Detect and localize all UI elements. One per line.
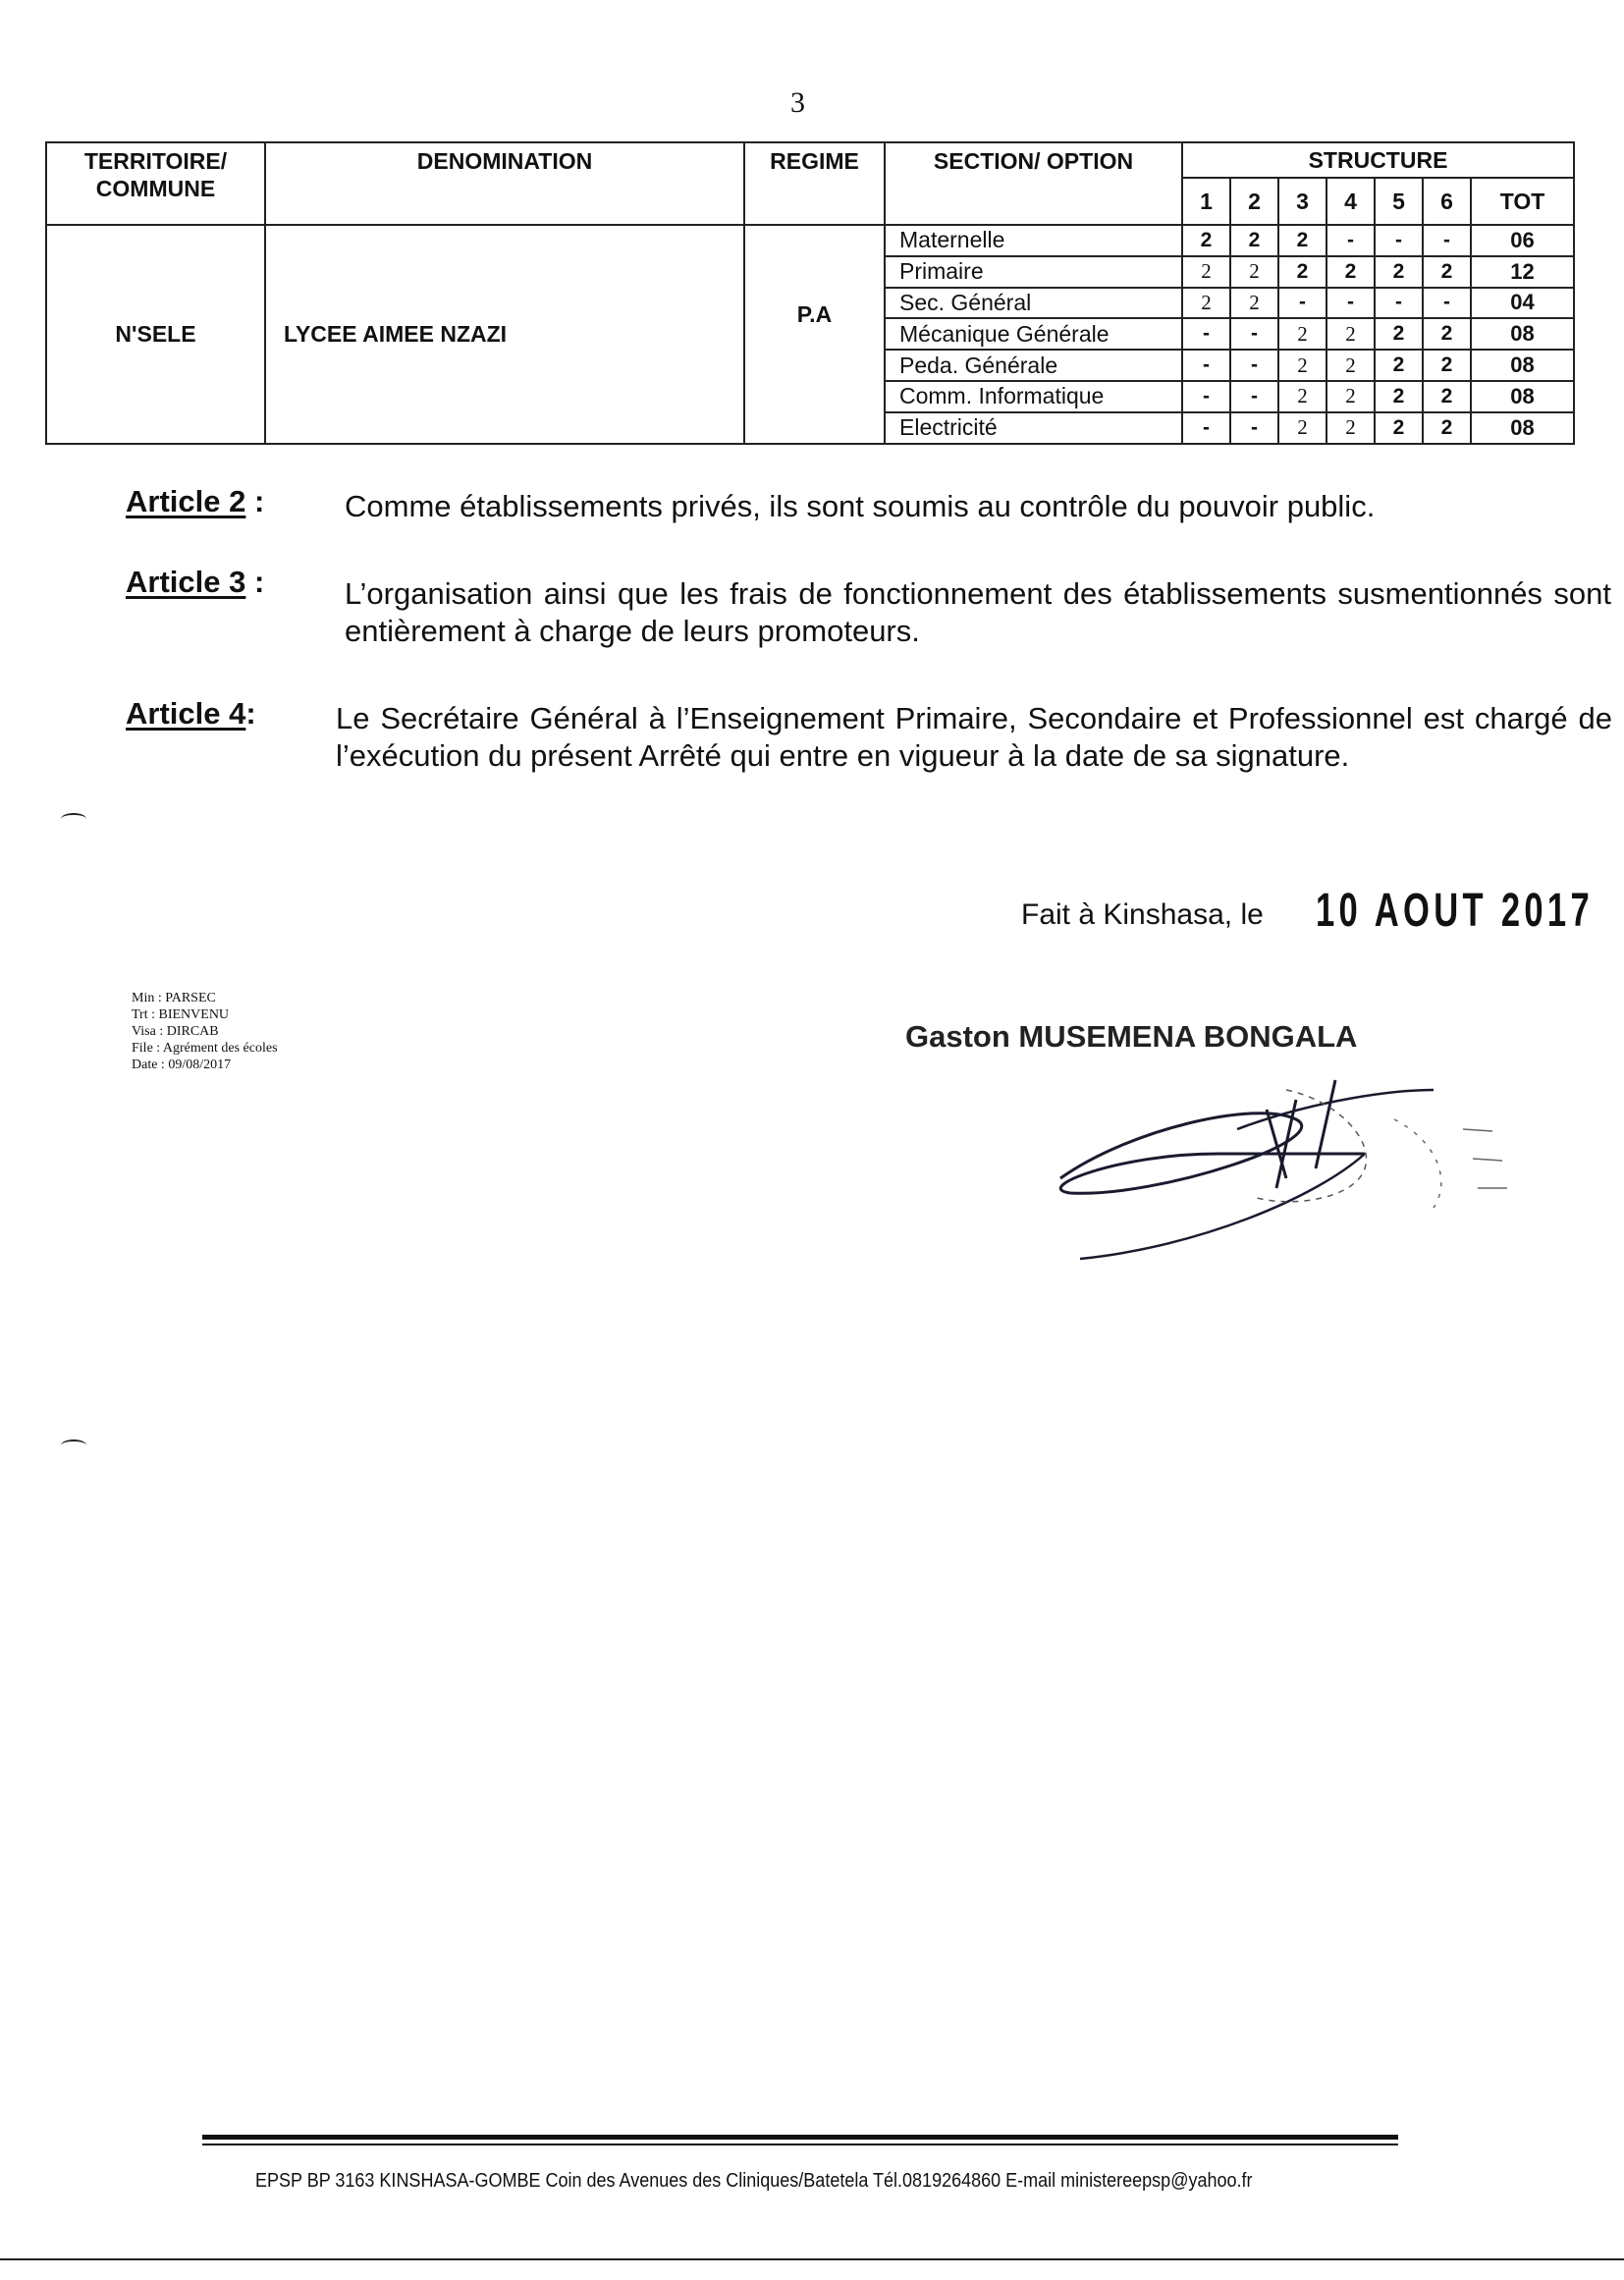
cell-level-5: - <box>1375 288 1423 319</box>
cell-tot: 08 <box>1471 412 1574 444</box>
article-3-label: Article 3 : <box>126 565 265 599</box>
cell-option: Comm. Informatique <box>885 381 1182 412</box>
reference-line: Trt : BIENVENU <box>132 1007 230 1022</box>
margin-mark <box>61 813 86 825</box>
cell-level-4: - <box>1326 225 1375 256</box>
cell-level-2: 2 <box>1230 256 1278 288</box>
cell-level-6: - <box>1423 225 1471 256</box>
cell-level-5: 2 <box>1375 381 1423 412</box>
page-number: 3 <box>790 86 805 119</box>
cell-level-3: 2 <box>1278 412 1326 444</box>
cell-level-1: - <box>1182 318 1230 350</box>
header-structure: STRUCTURE <box>1182 142 1574 178</box>
cell-option: Primaire <box>885 256 1182 288</box>
article-2-label: Article 2 : <box>126 484 265 518</box>
header-territoire: TERRITOIRE/ COMMUNE <box>46 142 265 225</box>
cell-level-2: - <box>1230 318 1278 350</box>
cell-level-3: - <box>1278 288 1326 319</box>
signatory-name: Gaston MUSEMENA BONGALA <box>905 1019 1358 1054</box>
cell-tot: 04 <box>1471 288 1574 319</box>
article-4-text: Le Secrétaire Général à l’Enseignement Primaire, Secondaire et Professionnel est chargé de l’exécution du présent Arrêté qui entre en vigueur à la date de sa signature. <box>336 701 1612 773</box>
cell-level-5: 2 <box>1375 256 1423 288</box>
cell-level-3: 2 <box>1278 381 1326 412</box>
cell-level-2: 2 <box>1230 288 1278 319</box>
cell-territoire: N'SELE <box>46 225 265 444</box>
date-stamp: 10 AOUT 2017 <box>1316 885 1594 937</box>
header-section-option: SECTION/ OPTION <box>885 142 1182 225</box>
cell-tot: 06 <box>1471 225 1574 256</box>
place-date: Fait à Kinshasa, le <box>1021 898 1264 931</box>
header-level-1: 1 <box>1182 178 1230 225</box>
cell-denomination: LYCEE AIMEE NZAZI <box>265 225 744 444</box>
header-level-5: 5 <box>1375 178 1423 225</box>
page-bottom-rule <box>0 2258 1624 2260</box>
cell-level-3: 2 <box>1278 318 1326 350</box>
header-denomination: DENOMINATION <box>265 142 744 225</box>
cell-level-2: - <box>1230 350 1278 381</box>
cell-level-6: - <box>1423 288 1471 319</box>
cell-option: Peda. Générale <box>885 350 1182 381</box>
cell-level-4: 2 <box>1326 318 1375 350</box>
cell-level-6: 2 <box>1423 381 1471 412</box>
cell-level-2: - <box>1230 412 1278 444</box>
reference-line: File : Agrément des écoles <box>132 1041 278 1056</box>
footer-contact: EPSP BP 3163 KINSHASA-GOMBE Coin des Avenues des Cliniques/Batetela Tél.0819264860 E-mail ministereepsp@yahoo.fr <box>255 2170 1253 2192</box>
margin-mark <box>61 1439 86 1451</box>
cell-level-1: - <box>1182 412 1230 444</box>
header-level-3: 3 <box>1278 178 1326 225</box>
cell-level-5: 2 <box>1375 350 1423 381</box>
cell-level-1: 2 <box>1182 288 1230 319</box>
cell-level-4: 2 <box>1326 381 1375 412</box>
cell-level-4: 2 <box>1326 256 1375 288</box>
cell-regime: P.A <box>744 225 885 444</box>
cell-level-2: - <box>1230 381 1278 412</box>
article-3-text: L’organisation ainsi que les frais de fonctionnement des établissements susmentionnés sont entièrement à charge de leurs promoteurs. <box>345 576 1611 648</box>
handwritten-signature <box>1041 1060 1551 1286</box>
cell-option: Electricité <box>885 412 1182 444</box>
cell-level-1: 2 <box>1182 225 1230 256</box>
cell-tot: 12 <box>1471 256 1574 288</box>
cell-level-3: 2 <box>1278 256 1326 288</box>
header-level-4: 4 <box>1326 178 1375 225</box>
cell-level-5: 2 <box>1375 412 1423 444</box>
cell-level-5: 2 <box>1375 318 1423 350</box>
header-regime: REGIME <box>744 142 885 225</box>
structure-table <box>45 141 1575 445</box>
cell-tot: 08 <box>1471 381 1574 412</box>
cell-option: Maternelle <box>885 225 1182 256</box>
cell-level-4: - <box>1326 288 1375 319</box>
footer-rule <box>202 2135 1398 2140</box>
reference-block <box>132 990 278 1073</box>
cell-level-4: 2 <box>1326 412 1375 444</box>
cell-tot: 08 <box>1471 350 1574 381</box>
cell-level-6: 2 <box>1423 412 1471 444</box>
article-2-text: Comme établissements privés, ils sont soumis au contrôle du pouvoir public. <box>345 489 1376 523</box>
cell-level-4: 2 <box>1326 350 1375 381</box>
cell-option: Sec. Général <box>885 288 1182 319</box>
header-level-2: 2 <box>1230 178 1278 225</box>
cell-level-6: 2 <box>1423 350 1471 381</box>
cell-level-6: 2 <box>1423 318 1471 350</box>
cell-level-1: - <box>1182 381 1230 412</box>
cell-level-2: 2 <box>1230 225 1278 256</box>
reference-line: Min : PARSEC <box>132 991 216 1005</box>
cell-level-1: - <box>1182 350 1230 381</box>
cell-level-3: 2 <box>1278 225 1326 256</box>
article-4-label: Article 4: <box>126 696 256 731</box>
cell-level-3: 2 <box>1278 350 1326 381</box>
cell-level-1: 2 <box>1182 256 1230 288</box>
cell-tot: 08 <box>1471 318 1574 350</box>
cell-level-6: 2 <box>1423 256 1471 288</box>
header-tot: TOT <box>1471 178 1574 225</box>
reference-line: Visa : DIRCAB <box>132 1024 219 1039</box>
table-row <box>46 225 1574 256</box>
footer-rule <box>202 2144 1398 2145</box>
header-level-6: 6 <box>1423 178 1471 225</box>
cell-option: Mécanique Générale <box>885 318 1182 350</box>
cell-level-5: - <box>1375 225 1423 256</box>
reference-line: Date : 09/08/2017 <box>132 1058 232 1072</box>
